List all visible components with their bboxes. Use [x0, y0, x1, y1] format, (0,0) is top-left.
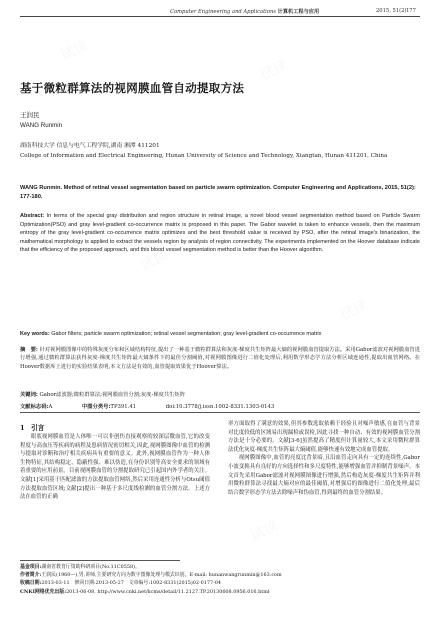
- journal-name: [170, 8, 319, 15]
- body-column-left: [20, 433, 210, 502]
- received-text: 2013-03-11 修回日期:2013-05-27 文章编号:1002-8331(2015)02-0177-04: [41, 580, 221, 587]
- body-column-right: [228, 420, 420, 497]
- doc-code-value: A: [48, 404, 53, 410]
- body-paragraph: 眼底视网膜血管是人体唯一可以非创伤直接观察的较深层微血管,它的改变程度与高血压等疾病的病程及患病情况密切相关,因此,视网膜图像中血管的检测与提取对诊断和治疗相关疾病具有重要的意义。此外,视网膜血管作为一种人体生物特征,其结构稳定、隐蔽性强、难以伪造,在身份识别等高安全要求的领域有着重要的应用前景。目前视网膜血管的分割提取研究已引起国内外学者的关注。文献[1]采用基于匹配滤波的方法提取血管网络,然后采用连通性分析与Otsu阈值方法提取血管区域;文献[2]提出一种基于多尺度线检测的血管分割方法。上述方法在血管的正确: [20, 434, 210, 501]
- fund-text: 湖南省教育厅资助科研项目(No.11C0558)。: [41, 564, 140, 570]
- keywords-cn: [20, 390, 420, 398]
- journal-name-cn: 计算机工程与应用: [277, 9, 320, 15]
- section-rule: [20, 412, 420, 413]
- keywords-cn-text: Gabor滤波器;微粒群算法;视网膜血管分割;灰度-梯度共生矩阵: [39, 392, 186, 398]
- doc-code: [20, 404, 66, 410]
- watermark: [57, 35, 91, 65]
- abstract-cn: [20, 346, 420, 371]
- abstract-en: [20, 212, 420, 255]
- abstract-cn-text: 针对视网膜图像中的特殊灰度分布和区域结构特征,提出了一种基于微粒群算法和灰度-梯度共生矩阵最大熵的视网膜血管提取方法。采用Gabor滤波对视网膜血管进行增强,通过微粒群算法获得灰度-梯度共生矩阵最大熵条件下的最佳分割阈值,对视网膜图像进行二值化处理后,利用数学形态学方法分析区域连通性,提取出血管网络。在Hoover数据库上进行的实验结果表明,本文方法是有效的,血管提取效果优于Hoover算法。: [20, 347, 420, 370]
- page-number: 177: [406, 8, 416, 14]
- body-paragraph: 视网膜图像中,血管的亮度比背景暗,且沿血管走向具有一定的连续性,Gabor小波变换具有良好的方向选择性和多尺度特性,能够增强血管并抑制背景噪声。本文首先采用Gabor滤波对视网膜图像进行增强,然后构造灰度-梯度共生矩阵并利用微粒群算法寻找最大熵对应的最佳阈值,对增强后的图像进行二值化处理,最后结合数学形态学方法去除噪声和伪血管,得到最终的血管分割结果。: [228, 455, 420, 496]
- issue-info: 2015, 51(2): [376, 8, 407, 14]
- affiliation-en: College of Information and Electrical Engineering, Hunan University of Science and Technology, Xiangtan, Hunan 411201, China: [20, 153, 388, 159]
- fund-label: 基金项目:: [20, 564, 42, 570]
- doc-code-label: 文献标志码:: [20, 404, 49, 410]
- footnote-cnki: [20, 588, 420, 596]
- abstract-cn-label: 摘 要:: [20, 347, 38, 353]
- cnki-label: CNKI网络优先出版:: [20, 588, 67, 595]
- footnote-received: [20, 579, 420, 587]
- citation: WANG Runmin. Method of retinal vessel segmentation based on particle swarm optimization. Computer Engineering and Applications, 2015, 51(2): 177-180.: [20, 185, 416, 200]
- abstract-en-text: In terms of the special gray distribution and region structure in retinal image, a novel blood vessel segmentation method based on Particle Swarm Optimization(PSO) and gray level-gradient co-occurrence matrix is proposed in this paper. The Gabor wavelet is taken to enhance vessels, then the maximum entropy of the gray level-gradient co-occurrence matrix optimizes and the best threshold value is received by PSO, after the retinal image's binarization, the mathematical morphology is applied to extract the vessels region by analysis of region connectivity. The experiments implemented on the Hoover database indicate that the efficiency of the proposed approach, and this blood vessel segmentation method is better than the Hoover algorithm.: [20, 213, 420, 254]
- journal-name-en: Computer Engineering and Applications: [170, 9, 276, 15]
- watermark: [337, 295, 371, 325]
- affiliation-cn: 湖南科技大学 信息与电气工程学院,湖南 湘潭 411201: [20, 143, 160, 149]
- abstract-en-label: Abstract:: [20, 213, 45, 219]
- header-rule: [20, 16, 420, 17]
- bio-text: 王润民(1960—),男,讲师,主要研究方向为数字图像处理与模式识别。E-mail: hunanwangrunmin@163.com: [41, 572, 282, 579]
- footnotes: [20, 563, 420, 596]
- running-header: [20, 6, 420, 16]
- keywords-cn-label: 关键词:: [20, 392, 38, 398]
- keywords-en-text: Gabor filters; particle swarm optimization; retinal vessel segmentation; gray level-gradient co-occurrence matrix: [51, 331, 322, 337]
- footnote-bio: [20, 571, 420, 579]
- author-name-en: WANG Runmin: [20, 122, 63, 129]
- author-name-cn: 王润民: [20, 111, 40, 119]
- paper-title: 基于微粒群算法的视网膜血管自动提取方法: [20, 81, 245, 95]
- clc-number: [82, 404, 150, 410]
- keywords-en: [20, 330, 420, 339]
- classification-line: [20, 402, 420, 410]
- bio-label: 作者简介:: [20, 572, 42, 579]
- keywords-en-label: Key words:: [20, 331, 50, 337]
- footnote-fund: [20, 563, 420, 571]
- cnki-text: 2013-06-08, http://www.cnki.net/kcms/detail/11.2127.TP.20130608.0956.016.html: [66, 588, 270, 595]
- clc-value: TP391.41: [110, 404, 137, 410]
- footnote-rule: [20, 560, 180, 561]
- received-label: 收稿日期:: [20, 580, 42, 587]
- doi: doi:10.3778/j.issn.1002-8331.1303-0143: [165, 404, 275, 410]
- clc-label: 中图分类号:: [81, 404, 111, 410]
- watermark: [257, 55, 291, 85]
- section-heading: 1 引言: [20, 424, 45, 432]
- watermark: [247, 515, 281, 545]
- body-paragraph: 率方面取得了满意的效果,但其参数选取依赖于经验且对噪声敏感,在血管与背景对比度较低的区域易出现漏检或误检,因此寻找一种自动、有效的视网膜血管分割方法是十分必要的。文献[3-6]虽然提高了精度但计算量较大,本文采用微粒群算法优化灰度-梯度共生矩阵最大熵阈值,能够快速有效地完成血管提取。: [228, 421, 420, 453]
